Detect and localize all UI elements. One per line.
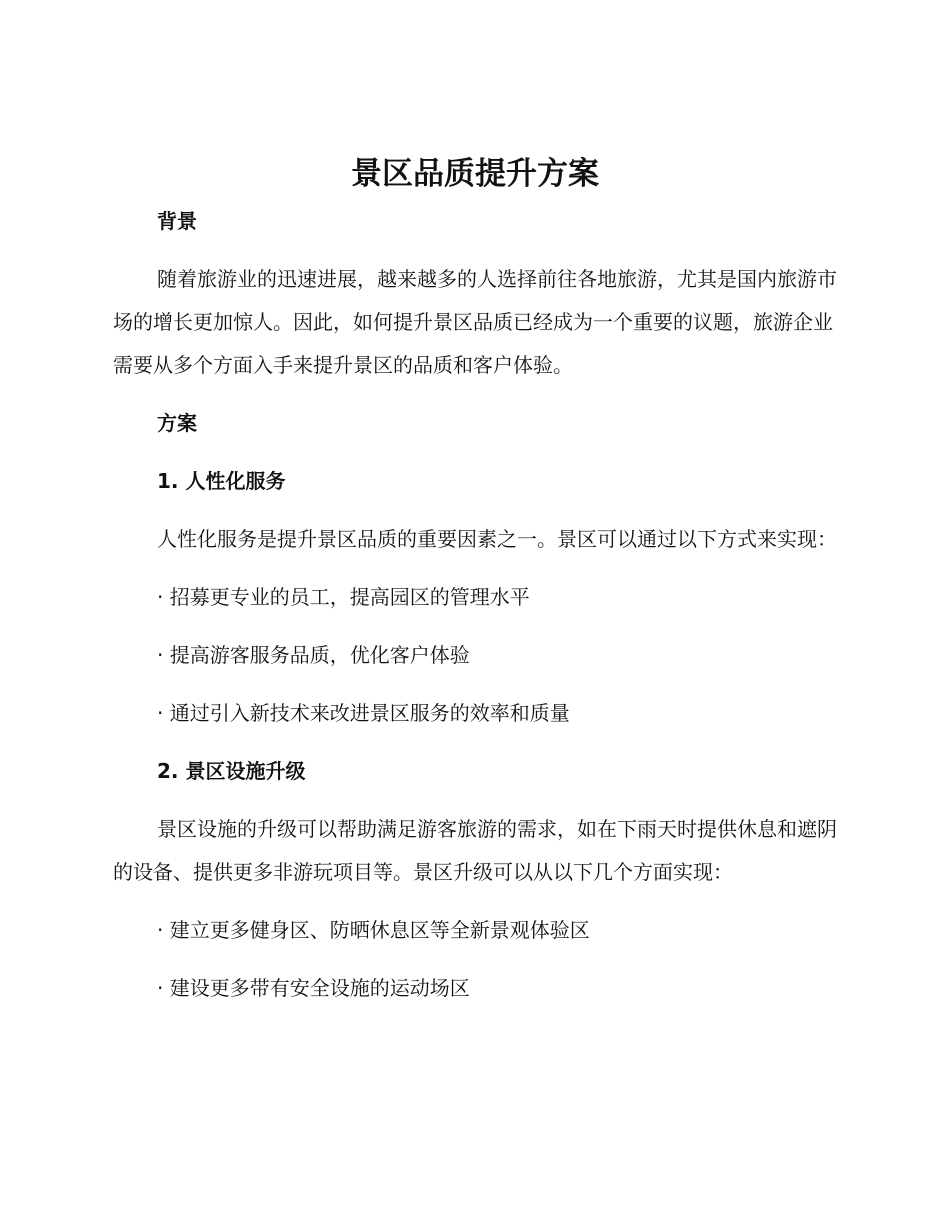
item1-paragraph: 人性化服务是提升景区品质的重要因素之一。景区可以通过以下方式来实现： <box>157 527 837 551</box>
background-paragraph: 随着旅游业的迅速进展，越来越多的人选择前往各地旅游，尤其是国内旅游市场的增长更加惊人。因此，如何提升景区品质已经成为一个重要的议题，旅游企业需要从多个方面入手来提升景区的品质和客户体验。 <box>113 267 837 377</box>
document-body <box>113 200 837 1025</box>
list-item: · 提高游客服务品质，优化客户体验 <box>157 643 470 667</box>
background-heading: 背景 <box>157 209 197 233</box>
list-item: · 建立更多健身区、防晒休息区等全新景观体验区 <box>157 918 590 942</box>
list-item: · 招募更专业的员工，提高园区的管理水平 <box>157 585 530 609</box>
item1-heading: 1. 人性化服务 <box>157 469 286 493</box>
item2-paragraph: 景区设施的升级可以帮助满足游客旅游的需求，如在下雨天时提供休息和遮阴的设备、提供更多非游玩项目等。景区升级可以从以下几个方面实现： <box>113 817 837 884</box>
list-item: · 建设更多带有安全设施的运动场区 <box>157 976 470 1000</box>
document-title: 景区品质提升方案 <box>351 156 599 192</box>
list-item: · 通过引入新技术来改进景区服务的效率和质量 <box>157 701 570 725</box>
plan-heading: 方案 <box>157 411 197 435</box>
item2-heading: 2. 景区设施升级 <box>157 759 306 783</box>
